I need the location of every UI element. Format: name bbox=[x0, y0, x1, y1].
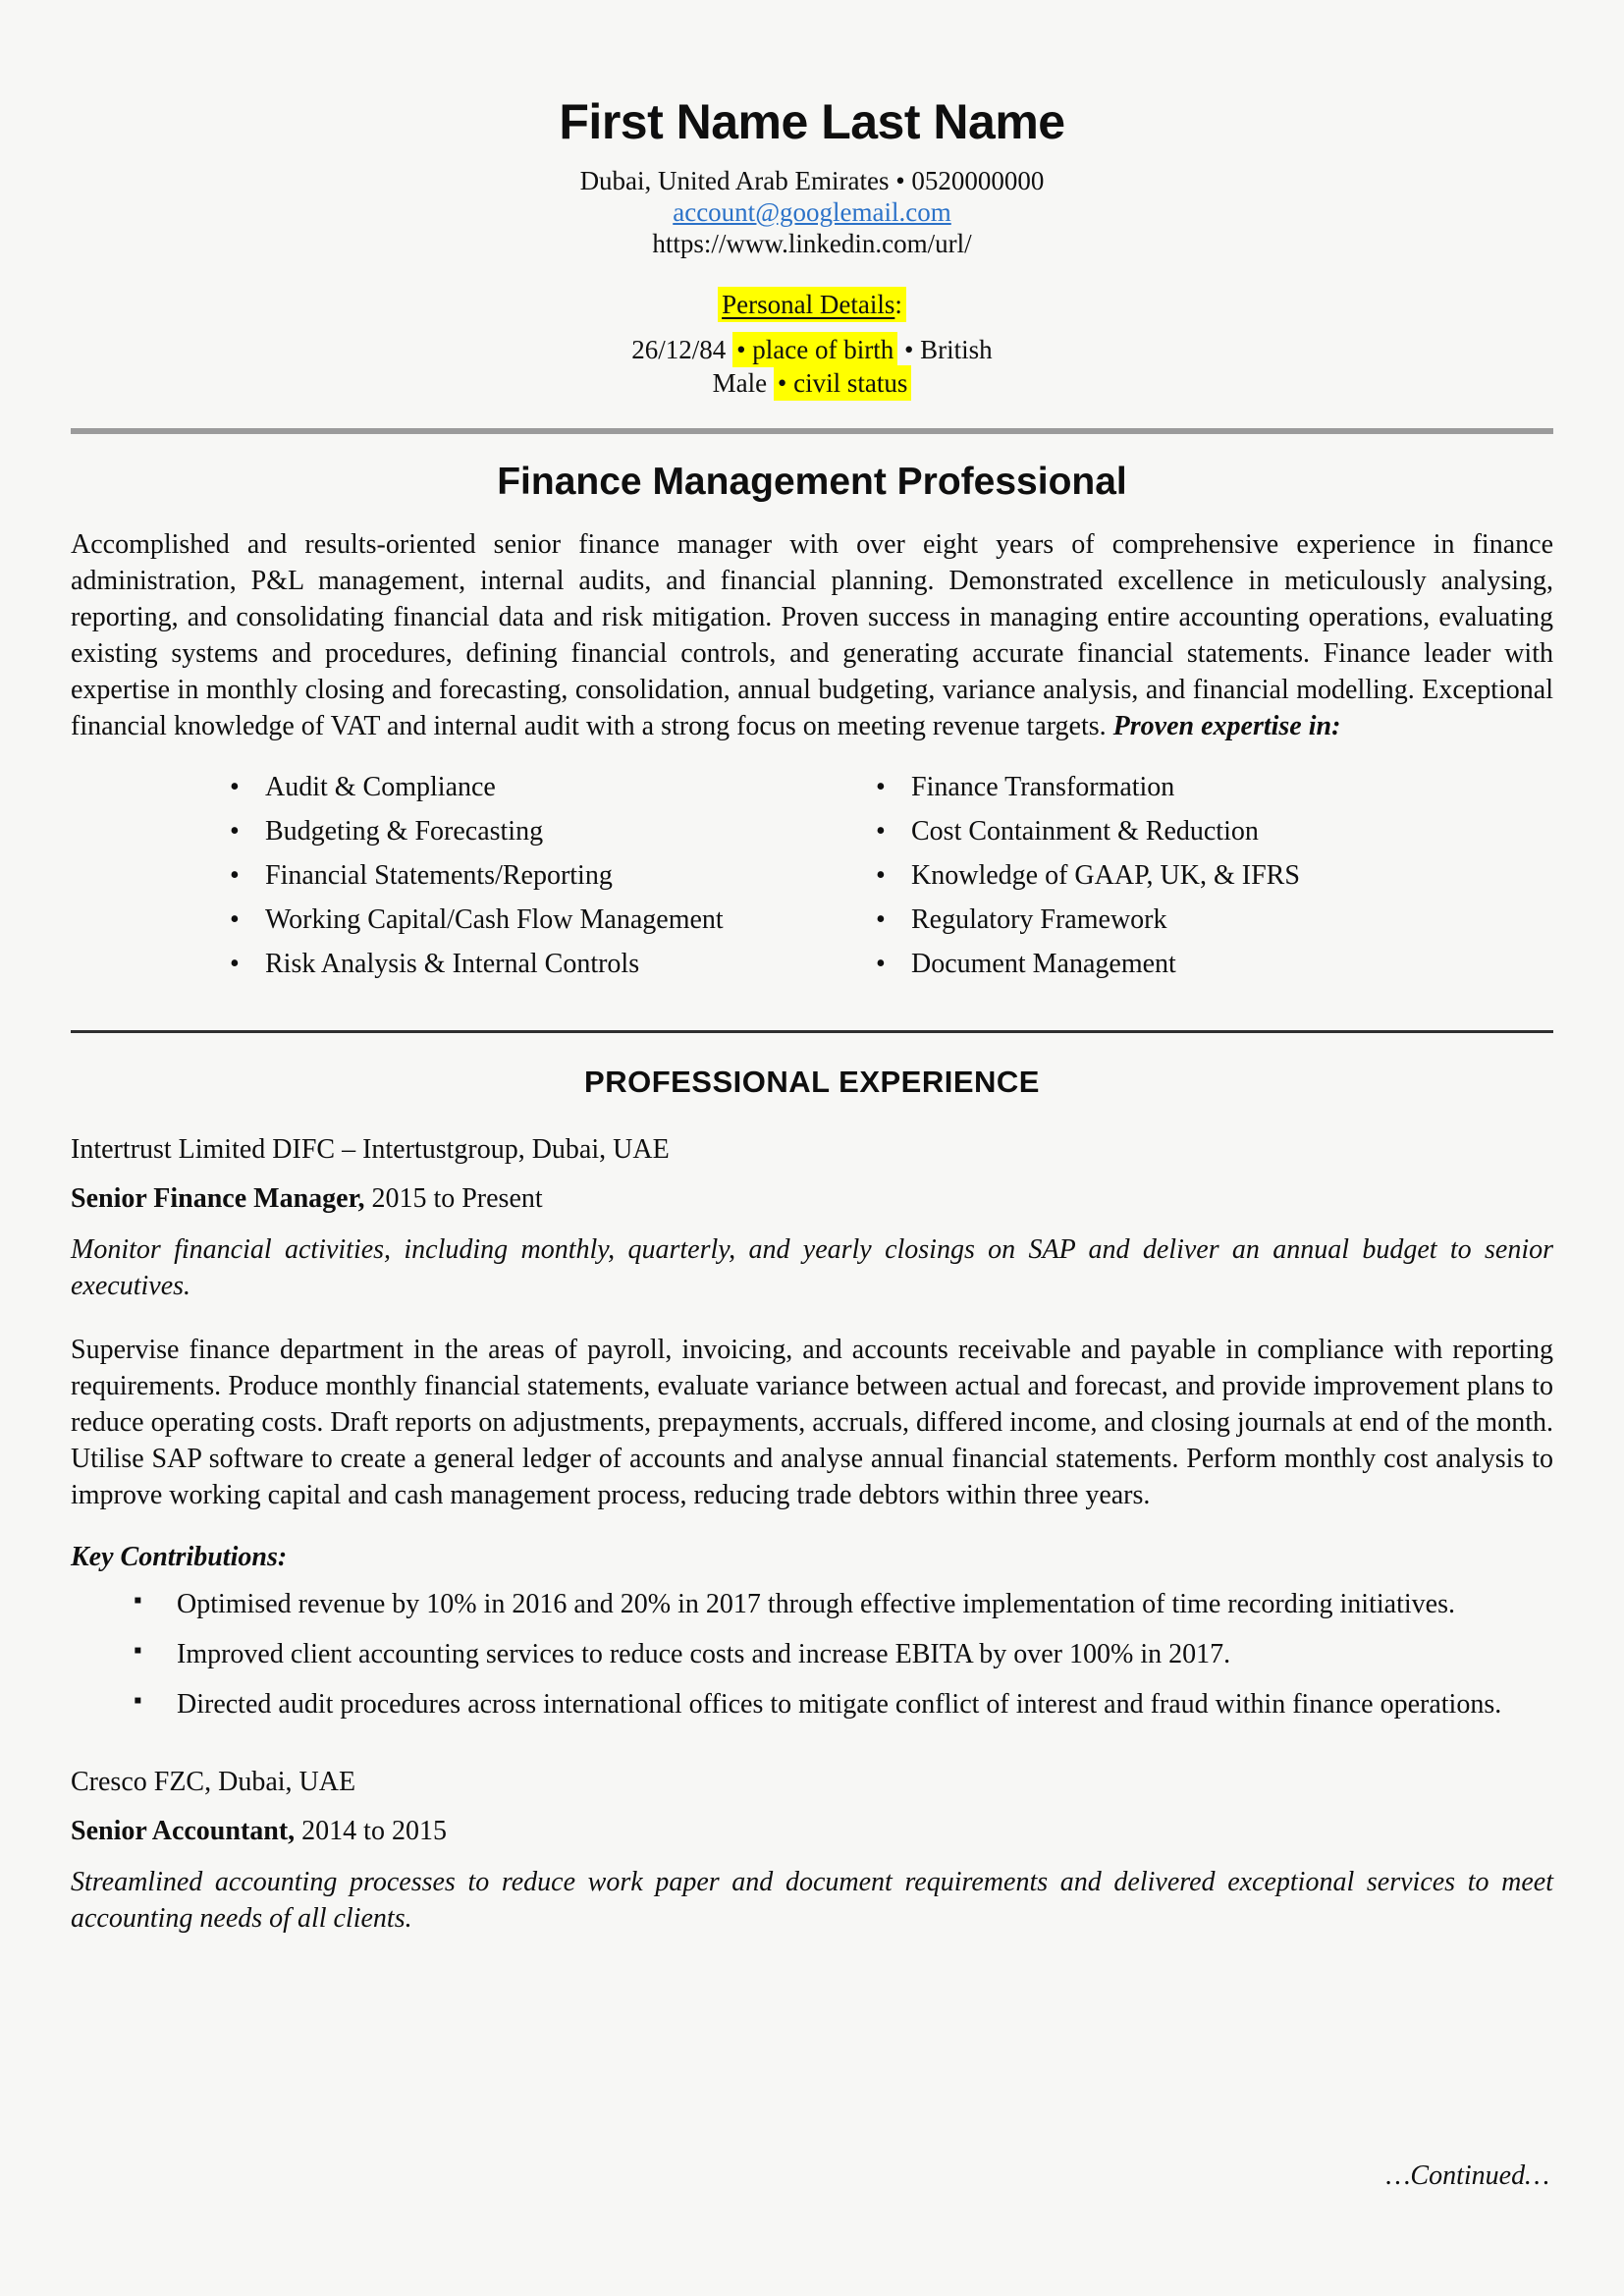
continued-note: …Continued… bbox=[1385, 2160, 1549, 2191]
square-bullet-icon: ▪ bbox=[134, 1688, 142, 1715]
skills-list-right bbox=[874, 770, 1300, 991]
job-intro: Monitor financial activities, including monthly, quarterly, and yearly closings on SAP and deliver an annual budget to senior executives. bbox=[71, 1234, 1553, 1302]
job-role-line bbox=[71, 1182, 1553, 1216]
personal-details-line-2: Male • civil status bbox=[71, 367, 1553, 399]
key-contributions-list bbox=[132, 1586, 1553, 1722]
square-bullet-icon: ▪ bbox=[134, 1588, 142, 1614]
skill-item: • Cost Containment & Reduction bbox=[874, 814, 1300, 849]
skill-item: • Financial Statements/Reporting bbox=[228, 858, 874, 894]
skill-item: • Risk Analysis & Internal Controls bbox=[228, 947, 874, 982]
skills-list-left bbox=[228, 770, 874, 991]
job-dates: 2015 to Present bbox=[364, 1183, 543, 1215]
job-role-line bbox=[71, 1815, 1553, 1848]
summary-title: Finance Management Professional bbox=[497, 460, 1127, 503]
job-title: Senior Finance Manager, bbox=[71, 1183, 365, 1215]
company-name: Intertrust Limited DIFC – Intertustgroup, Dubai, UAE bbox=[71, 1134, 670, 1166]
highlight-place-of-birth: • place of birth bbox=[732, 332, 897, 367]
job-entry-cresco bbox=[71, 1766, 1553, 1937]
summary-paragraph: Accomplished and results-oriented senior finance manager with over eight years of comprehensive experience in finance administration, P&L management, internal audits, and financial planning. Demonstrated excellence in meticulously analysing, reporting, and consolidating financial data and risk mitigation. Proven success in managing entire accounting operations, evaluating existing systems and procedures, defining financial controls, and generating accurate financial statements. Finance leader with expertise in monthly closing and forecasting, consolidation, annual budgeting, variance analysis, and financial modelling. Exceptional financial knowledge of VAT and internal audit with a strong focus on meeting revenue targets. Proven expertise in: bbox=[71, 529, 1553, 742]
key-contributions-label: Key Contributions: bbox=[71, 1542, 288, 1573]
linkedin-url: https://www.linkedin.com/url/ bbox=[652, 228, 972, 258]
bullet-icon: • bbox=[230, 904, 240, 936]
job-description: Supervise finance department in the areas of payroll, invoicing, and accounts receivable and payable in compliance with reporting requirements. Produce monthly financial statements, evaluate variance between actual and forecast, and provide improvement plans to reduce operating costs. Draft reports on adjustments, prepayments, accruals, differed income, and closing journals at end of the month. Utilise SAP software to create a general ledger of accounts and analyse annual financial statements. Perform monthly cost analysis to improve working capital and cash management process, reducing trade debtors within three years. bbox=[71, 1335, 1553, 1511]
bullet-icon: • bbox=[876, 816, 886, 847]
job-title: Senior Accountant, bbox=[71, 1816, 296, 1847]
square-bullet-icon: ▪ bbox=[134, 1638, 142, 1665]
contribution-item: ▪ Optimised revenue by 10% in 2016 and 20% in 2017 through effective implementation of time recording initiatives. bbox=[132, 1586, 1553, 1622]
job-dates: 2014 to 2015 bbox=[295, 1816, 447, 1847]
contribution-item: ▪ Directed audit procedures across international offices to mitigate conflict of interest and fraud within finance operations. bbox=[132, 1686, 1553, 1722]
skill-item: • Regulatory Framework bbox=[874, 902, 1300, 938]
skill-item: • Document Management bbox=[874, 947, 1300, 982]
skill-item: • Knowledge of GAAP, UK, & IFRS bbox=[874, 858, 1300, 894]
skill-item: • Budgeting & Forecasting bbox=[228, 814, 874, 849]
skill-item: • Working Capital/Cash Flow Management bbox=[228, 902, 874, 938]
bullet-icon: • bbox=[876, 904, 886, 936]
expertise-label: Proven expertise in: bbox=[1112, 711, 1341, 742]
email-line bbox=[71, 196, 1553, 228]
location-phone: Dubai, United Arab Emirates • 0520000000 bbox=[579, 165, 1045, 195]
highlight-civil-status: • civil status bbox=[774, 365, 911, 401]
bullet-icon: • bbox=[876, 949, 886, 980]
bullet-icon: • bbox=[230, 949, 240, 980]
bullet-icon: • bbox=[876, 860, 886, 892]
personal-details-section bbox=[71, 289, 1553, 399]
bullet-icon: • bbox=[230, 816, 240, 847]
company-name: Cresco FZC, Dubai, UAE bbox=[71, 1767, 356, 1798]
skill-item: • Audit & Compliance bbox=[228, 770, 874, 805]
person-name: First Name Last Name bbox=[559, 94, 1065, 149]
experience-section-title: PROFESSIONAL EXPERIENCE bbox=[584, 1065, 1040, 1100]
bullet-icon: • bbox=[230, 860, 240, 892]
highlight-personal-details: Personal Details: bbox=[718, 287, 906, 322]
contribution-item: ▪ Improved client accounting services to reduce costs and increase EBITA by over 100% in 2017. bbox=[132, 1636, 1553, 1672]
personal-details-title bbox=[71, 289, 1553, 320]
section-divider-gray bbox=[71, 428, 1553, 434]
job-entry-intertrust bbox=[71, 1133, 1553, 1722]
skills-section bbox=[71, 770, 1553, 991]
skill-item: • Finance Transformation bbox=[874, 770, 1300, 805]
bullet-icon: • bbox=[230, 772, 240, 803]
email-link[interactable]: account@googlemail.com bbox=[673, 196, 951, 227]
section-divider-thin bbox=[71, 1030, 1553, 1033]
personal-details-line-1: 26/12/84 • place of birth • British bbox=[71, 334, 1553, 365]
job-intro: Streamlined accounting processes to reduce work paper and document requirements and delivered exceptional services to meet accounting needs of all clients. bbox=[71, 1867, 1553, 1935]
bullet-icon: • bbox=[876, 772, 886, 803]
